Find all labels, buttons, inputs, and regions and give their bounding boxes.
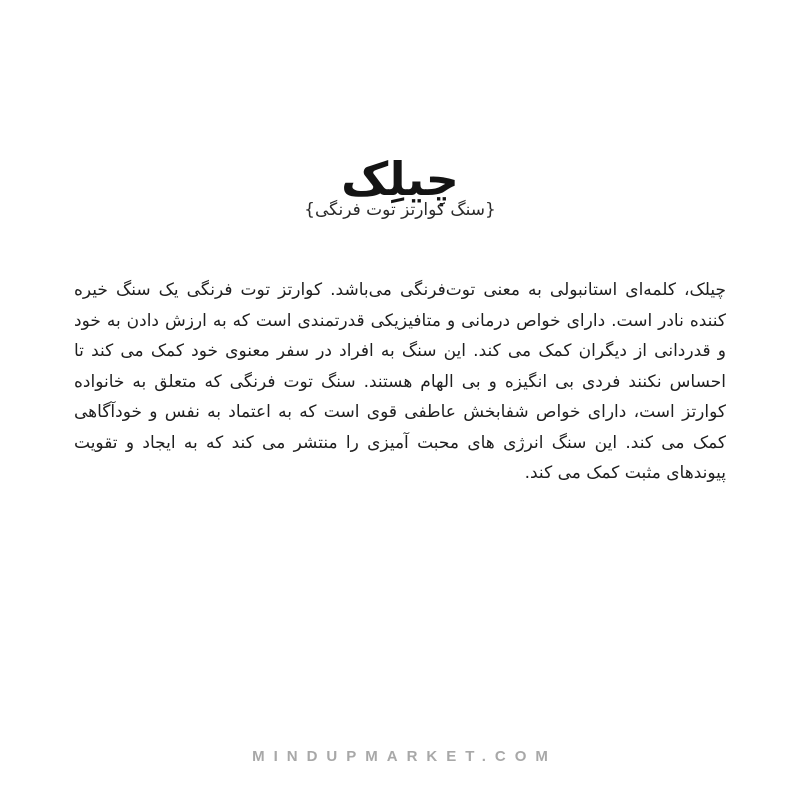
- page-title: چیلِک: [341, 151, 459, 206]
- page-subtitle: {سنگ کوارتز توت فرنگی}: [304, 200, 496, 220]
- body-paragraph: چیلک، کلمه‌ای استانبولی به معنی توت‌فرنگی می‌باشد. کوارتز توت فرنگی یک سنگ خیره کننده نادر است. دارای خواص درمانی و متافیزیکی قدرتمندی است که به ارزش دادن به خود و قدردانی از دیگران کمک می کند. این سنگ به افراد در سفر معنوی خود کمک می کند تا احساس نکنند فردی بی انگیزه و بی الهام هستند. سنگ توت فرنگی که متعلق به خانواده کوارتز است، دارای خواص شفابخش عاطفی قوی است که به اعتماد به نفس و خودآگاهی کمک می کند. این سنگ انرژی های محبت آمیزی را منتشر می کند که به ایجاد و تقویت پیوندهای مثبت کمک می کند.: [74, 280, 726, 483]
- footer-website: MINDUPMARKET.COM: [252, 748, 557, 765]
